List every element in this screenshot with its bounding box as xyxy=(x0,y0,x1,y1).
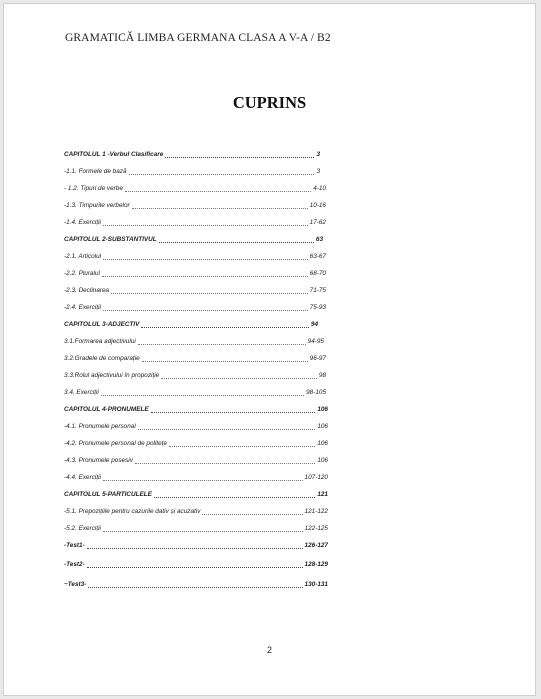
toc-entry-page: 122-125 xyxy=(304,525,328,532)
toc-leader-dots xyxy=(87,548,303,549)
toc-entry-page: 68-70 xyxy=(309,270,326,277)
toc-entry-page: 128-129 xyxy=(304,561,328,568)
page-number: 2 xyxy=(266,645,272,655)
toc-entry xyxy=(64,524,338,534)
toc-entry-label: - 1.2. Tipuri de verbe xyxy=(64,185,123,192)
toc-leader-dots xyxy=(161,378,317,379)
toc-entry xyxy=(64,490,338,500)
toc-entry xyxy=(64,439,338,449)
toc-entry-page: 3 xyxy=(316,168,320,175)
toc-leader-dots xyxy=(111,293,308,294)
toc-entry-page: 106 xyxy=(317,457,328,464)
toc-entry-label: -4.3. Pronumele posesiv xyxy=(64,457,133,464)
toc-leader-dots xyxy=(101,395,304,396)
toc-leader-dots xyxy=(141,327,308,328)
toc-entry xyxy=(64,580,338,590)
toc-entry xyxy=(64,473,338,483)
toc-entry-page: 94 xyxy=(310,321,318,328)
document-page xyxy=(3,3,536,696)
toc-leader-dots xyxy=(138,344,306,345)
toc-entry xyxy=(64,541,338,551)
toc-entry-label: -2.1. Articolul xyxy=(64,253,102,260)
toc-entry xyxy=(64,388,338,398)
toc-entry-label: -1.1. Formele de bază xyxy=(64,168,127,175)
toc-entry xyxy=(64,286,338,296)
toc-entry xyxy=(64,354,338,364)
toc-entry-label: 3.1.Formarea adjectivului xyxy=(64,338,136,345)
toc-entry-label: -2.4. Exerciții xyxy=(64,304,101,311)
toc-leader-dots xyxy=(103,531,303,532)
toc-entry-page: 17-62 xyxy=(309,219,326,226)
toc-entry-page: 96-97 xyxy=(309,355,326,362)
toc-entry xyxy=(64,269,338,279)
toc-entry-page: 4-10 xyxy=(313,185,326,192)
toc-leader-dots xyxy=(169,446,315,447)
toc-entry-page: 107-120 xyxy=(304,474,328,481)
toc-leader-dots xyxy=(159,242,314,243)
toc-entry xyxy=(64,456,338,466)
toc-entry-page: 121 xyxy=(317,491,328,498)
toc-leader-dots xyxy=(103,225,308,226)
toc-leader-dots xyxy=(102,276,308,277)
toc-entry xyxy=(64,371,338,381)
toc-leader-dots xyxy=(165,157,314,158)
toc-leader-dots xyxy=(142,361,308,362)
toc-entry xyxy=(64,405,338,415)
toc-entry xyxy=(64,422,338,432)
toc-entry-label: CAPITOLUL 1 -Verbul Clasificare xyxy=(64,151,164,158)
toc-entry-label: CAPITOLUL 2-SUBSTANTIVUL xyxy=(64,236,157,243)
toc-entry-page: 3 xyxy=(316,151,320,158)
toc-entry xyxy=(64,167,338,177)
toc-entry-page: 106 xyxy=(317,406,328,413)
toc-entry-label: -5.1. Prepozițiile pentru cazurile dativ și acuzativ xyxy=(64,508,201,515)
toc-entry xyxy=(64,320,338,330)
toc-entry-label: -1.3. Timpurile verbelor xyxy=(64,202,130,209)
toc-entry-label: ~Test3- xyxy=(64,581,87,588)
toc-entry-page: 130-131 xyxy=(304,581,328,588)
toc-entry xyxy=(64,150,338,160)
toc-entry-page: 75-93 xyxy=(309,304,326,311)
toc-entry-page: 106 xyxy=(317,440,328,447)
toc-entry-label: -4.4. Exerciții xyxy=(64,474,101,481)
toc-leader-dots xyxy=(125,191,311,192)
toc-entry-label: CAPITOLUL 5-PARTICULELE xyxy=(64,491,152,498)
toc-leader-dots xyxy=(103,259,308,260)
toc-entry xyxy=(64,507,338,517)
toc-leader-dots xyxy=(135,463,315,464)
toc-entry-page: 126-127 xyxy=(304,542,328,549)
toc-entry-label: -1.4. Exerciții xyxy=(64,219,101,226)
toc-leader-dots xyxy=(202,514,302,515)
toc-leader-dots xyxy=(151,412,316,413)
toc-leader-dots xyxy=(87,567,303,568)
toc-leader-dots xyxy=(154,497,315,498)
toc-entry-label: -4.2. Pronumele personal de politețe xyxy=(64,440,168,447)
page-title: CUPRINS xyxy=(232,93,307,112)
toc-entry-label: CAPITOLUL 3-ADJECTIV xyxy=(64,321,140,328)
toc-entry-page: 98-105 xyxy=(306,389,326,396)
toc-entry-label: -2.3. Declinarea xyxy=(64,287,110,294)
toc-entry xyxy=(64,184,338,194)
toc-entry-label: 3.2.Gradele de comparație xyxy=(64,355,140,362)
toc-leader-dots xyxy=(103,310,308,311)
toc-entry xyxy=(64,235,338,245)
toc-entry-page: 106 xyxy=(317,423,328,430)
toc-entry-page: 63 xyxy=(315,236,323,243)
toc-entry-page: 98 xyxy=(318,372,326,379)
toc-entry xyxy=(64,252,338,262)
toc-entry xyxy=(64,303,338,313)
running-header: GRAMATICĂ LIMBA GERMANA CLASA A V-A / B2 xyxy=(65,32,331,44)
toc-entry xyxy=(64,560,338,570)
toc-entry xyxy=(64,218,338,228)
toc-leader-dots xyxy=(129,174,315,175)
toc-entry-label: -Test2- xyxy=(64,561,85,568)
toc-leader-dots xyxy=(103,480,303,481)
toc-entry-label: 3.4. Exerciții xyxy=(64,389,99,396)
toc-entry-label: -Test1- xyxy=(64,542,85,549)
toc-entry-page: 63-67 xyxy=(309,253,326,260)
toc-entry-label: CAPITOLUL 4-PRONUMELE xyxy=(64,406,149,413)
toc-entry xyxy=(64,201,338,211)
toc-entry-label: -5.2. Exerciții xyxy=(64,525,101,532)
toc-leader-dots xyxy=(88,587,302,588)
toc-entry-page: 10-16 xyxy=(309,202,326,209)
toc-leader-dots xyxy=(138,429,316,430)
toc-entry-page: 121-122 xyxy=(304,508,328,515)
toc-entry-label: -2.2. Pluralul xyxy=(64,270,100,277)
toc-entry xyxy=(64,337,338,347)
toc-entry-page: 94-95 xyxy=(307,338,324,345)
toc-entry-label: 3.3.Rolul adjectivului în propoziție xyxy=(64,372,160,379)
toc-entry-page: 71-75 xyxy=(309,287,326,294)
toc-entry-label: -4.1. Pronumele personal xyxy=(64,423,136,430)
toc-leader-dots xyxy=(132,208,308,209)
